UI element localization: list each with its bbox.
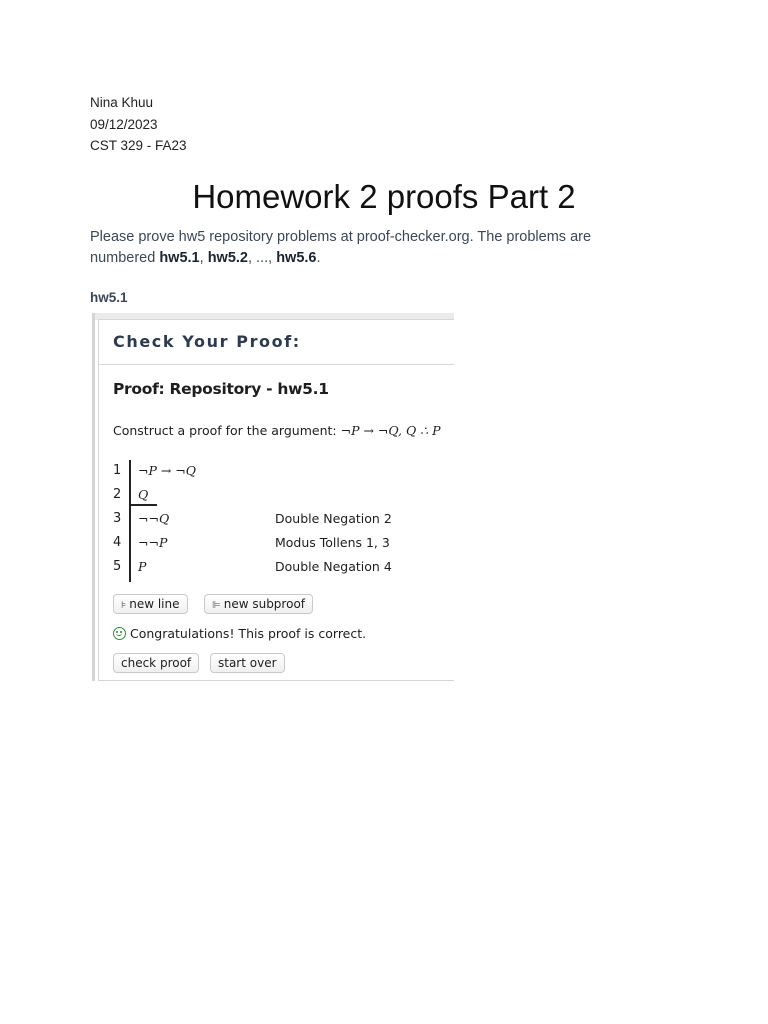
course-code: CST 329 - FA23 <box>90 138 187 153</box>
argument-statement <box>113 423 441 438</box>
line-number: 2 <box>113 487 122 502</box>
problem-id-1: hw5.1 <box>159 250 200 266</box>
proof-line-4[interactable] <box>113 532 413 554</box>
author-name: Nina Khuu <box>90 95 154 110</box>
smiley-icon <box>113 627 126 640</box>
line-number: 3 <box>113 511 122 526</box>
instructions-paragraph <box>90 227 650 269</box>
line-number: 1 <box>113 463 122 478</box>
insert-line-icon: ⊧ <box>121 600 127 611</box>
instructions-end: . <box>316 250 321 266</box>
proof-line-2[interactable] <box>113 484 413 506</box>
line-formula[interactable]: ¬¬P <box>138 535 168 550</box>
proof-title: Proof: Repository - hw5.1 <box>113 380 329 398</box>
proof-checker-panel <box>98 319 454 681</box>
document-date: 09/12/2023 <box>90 116 158 132</box>
separator: , ..., <box>247 250 277 266</box>
line-justification[interactable]: Double Negation 2 <box>275 511 392 526</box>
problem-heading: hw5.1 <box>90 290 128 305</box>
line-number: 5 <box>113 559 122 574</box>
check-proof-header: Check Your Proof: <box>113 332 301 351</box>
new-line-button[interactable] <box>113 594 188 614</box>
separator: , <box>199 250 208 266</box>
line-justification[interactable]: Double Negation 4 <box>275 559 392 574</box>
line-number: 4 <box>113 535 122 550</box>
problem-id-2: hw5.2 <box>207 250 248 266</box>
proof-line-3[interactable] <box>113 508 413 530</box>
instructions-text: Please prove hw5 repository problems at proof-checker.org. The problems are numbered <box>90 229 592 266</box>
check-proof-button[interactable]: check proof <box>113 653 199 673</box>
success-text: Congratulations! This proof is correct. <box>130 626 367 641</box>
argument-prefix: Construct a proof for the argument: <box>113 423 341 438</box>
panel-divider <box>99 364 454 365</box>
document-header <box>90 92 187 157</box>
insert-subproof-icon: ⊫ <box>212 600 221 611</box>
argument-formula: ¬P → ¬Q, Q ∴ P <box>340 423 441 438</box>
new-subproof-button[interactable] <box>204 594 313 614</box>
line-formula[interactable]: Q <box>138 487 149 502</box>
start-over-button[interactable]: start over <box>210 653 285 673</box>
line-formula[interactable]: P <box>138 559 147 574</box>
new-line-label: new line <box>129 597 180 611</box>
proof-checker-screenshot <box>92 313 454 681</box>
success-message <box>113 626 366 641</box>
new-subproof-label: new subproof <box>223 597 306 611</box>
line-formula[interactable]: ¬¬Q <box>138 511 170 526</box>
proof-line-5[interactable] <box>113 556 413 578</box>
page-title: Homework 2 proofs Part 2 <box>192 178 576 215</box>
problem-id-last: hw5.6 <box>276 250 317 266</box>
proof-line-1[interactable] <box>113 460 413 482</box>
line-justification[interactable]: Modus Tollens 1, 3 <box>275 535 390 550</box>
line-formula[interactable]: ¬P → ¬Q <box>138 463 197 478</box>
